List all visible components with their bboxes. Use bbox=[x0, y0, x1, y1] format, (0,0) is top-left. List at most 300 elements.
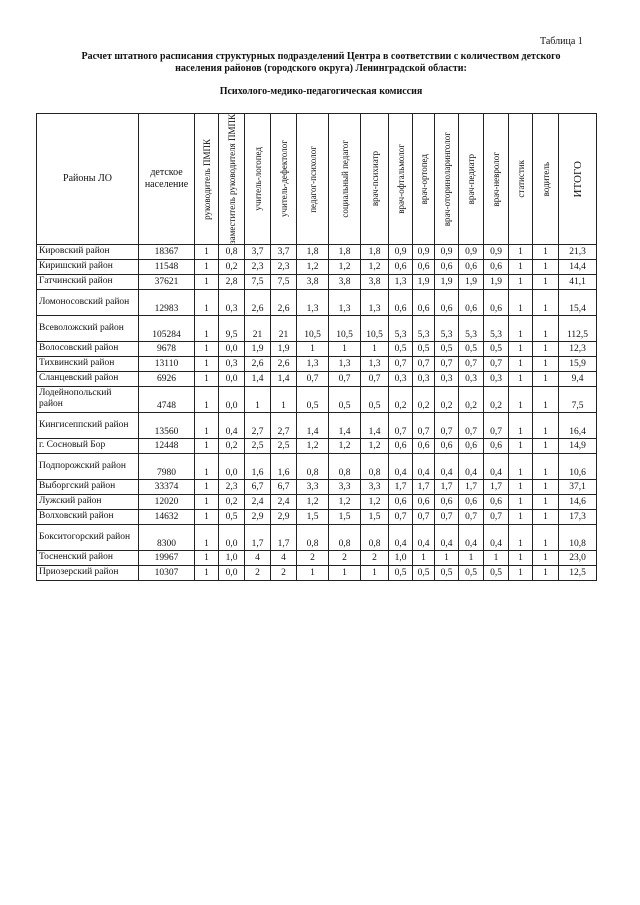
total-cell: 12,5 bbox=[559, 565, 597, 580]
table-row bbox=[37, 289, 597, 315]
district-name: Приозерский район bbox=[37, 565, 139, 580]
value-cell: 1 bbox=[413, 550, 435, 565]
value-cell: 1 bbox=[533, 315, 559, 341]
value-cell: 0,5 bbox=[361, 386, 389, 412]
value-cell: 6,7 bbox=[271, 479, 297, 494]
value-cell: 7,5 bbox=[245, 274, 271, 289]
value-cell: 5,3 bbox=[459, 315, 484, 341]
value-cell: 1 bbox=[533, 341, 559, 356]
table-body bbox=[37, 244, 597, 580]
value-cell: 1 bbox=[509, 509, 533, 524]
header-role-label: врач-невролог bbox=[491, 151, 501, 207]
value-cell: 1 bbox=[195, 341, 219, 356]
table-row bbox=[37, 565, 597, 580]
value-cell: 0,4 bbox=[413, 524, 435, 550]
value-cell: 3,3 bbox=[361, 479, 389, 494]
value-cell: 1 bbox=[509, 453, 533, 479]
value-cell: 0,3 bbox=[435, 371, 459, 386]
value-cell: 1 bbox=[509, 565, 533, 580]
header-role-label: врач-оториноларинголог bbox=[441, 131, 452, 227]
value-cell: 1 bbox=[195, 274, 219, 289]
value-cell: 1,9 bbox=[245, 341, 271, 356]
value-cell: 1,9 bbox=[459, 274, 484, 289]
value-cell: 1,5 bbox=[361, 509, 389, 524]
table-row bbox=[37, 494, 597, 509]
value-cell: 2,7 bbox=[245, 412, 271, 438]
value-cell: 1,4 bbox=[297, 412, 329, 438]
value-cell: 0,3 bbox=[484, 371, 509, 386]
header-role bbox=[459, 114, 484, 245]
value-cell: 0,8 bbox=[297, 524, 329, 550]
value-cell: 0,5 bbox=[413, 565, 435, 580]
value-cell: 0,0 bbox=[219, 371, 245, 386]
value-cell: 2,9 bbox=[245, 509, 271, 524]
value-cell: 2 bbox=[271, 565, 297, 580]
value-cell: 0,5 bbox=[329, 386, 361, 412]
value-cell: 0,4 bbox=[484, 453, 509, 479]
value-cell: 0,8 bbox=[361, 524, 389, 550]
value-cell: 1,2 bbox=[361, 494, 389, 509]
total-cell: 17,3 bbox=[559, 509, 597, 524]
value-cell: 0,7 bbox=[329, 371, 361, 386]
value-cell: 0,6 bbox=[413, 289, 435, 315]
value-cell: 1,2 bbox=[329, 438, 361, 453]
table-row bbox=[37, 479, 597, 494]
value-cell: 2,7 bbox=[271, 412, 297, 438]
table-row bbox=[37, 386, 597, 412]
population-cell: 9678 bbox=[139, 341, 195, 356]
header-population: детское население bbox=[139, 114, 195, 245]
value-cell: 10,5 bbox=[297, 315, 329, 341]
table-row bbox=[37, 259, 597, 274]
value-cell: 1 bbox=[509, 524, 533, 550]
value-cell: 2,4 bbox=[271, 494, 297, 509]
value-cell: 1,7 bbox=[389, 479, 413, 494]
value-cell: 1 bbox=[195, 565, 219, 580]
district-name: Киришский район bbox=[37, 259, 139, 274]
district-name: Волосовский район bbox=[37, 341, 139, 356]
header-role-label: водитель bbox=[540, 161, 551, 197]
value-cell: 1 bbox=[509, 341, 533, 356]
value-cell: 1 bbox=[195, 509, 219, 524]
population-cell: 11548 bbox=[139, 259, 195, 274]
value-cell: 0,5 bbox=[297, 386, 329, 412]
value-cell: 0,5 bbox=[459, 565, 484, 580]
value-cell: 0,0 bbox=[219, 386, 245, 412]
value-cell: 2 bbox=[297, 550, 329, 565]
header-role bbox=[413, 114, 435, 245]
value-cell: 1,7 bbox=[435, 479, 459, 494]
population-cell: 14632 bbox=[139, 509, 195, 524]
header-role bbox=[484, 114, 509, 245]
value-cell: 1 bbox=[195, 438, 219, 453]
value-cell: 1,9 bbox=[484, 274, 509, 289]
total-cell: 12,3 bbox=[559, 341, 597, 356]
value-cell: 0,0 bbox=[219, 524, 245, 550]
value-cell: 0,7 bbox=[389, 509, 413, 524]
title-line-1: Расчет штатного расписания структурных подразделений Центра в соответствии с количеством детского bbox=[81, 51, 561, 62]
value-cell: 1 bbox=[533, 509, 559, 524]
value-cell: 1 bbox=[533, 550, 559, 565]
value-cell: 0,7 bbox=[435, 356, 459, 371]
value-cell: 1 bbox=[509, 550, 533, 565]
table-row bbox=[37, 550, 597, 565]
value-cell: 0,7 bbox=[459, 412, 484, 438]
value-cell: 1,5 bbox=[329, 509, 361, 524]
table-row bbox=[37, 274, 597, 289]
value-cell: 2,3 bbox=[219, 479, 245, 494]
value-cell: 1 bbox=[509, 259, 533, 274]
value-cell: 3,7 bbox=[245, 244, 271, 259]
header-role bbox=[219, 114, 245, 245]
value-cell: 5,3 bbox=[484, 315, 509, 341]
staffing-table bbox=[36, 113, 597, 581]
header-role bbox=[245, 114, 271, 245]
total-cell: 14,6 bbox=[559, 494, 597, 509]
value-cell: 0,3 bbox=[413, 371, 435, 386]
value-cell: 1,7 bbox=[484, 479, 509, 494]
value-cell: 1,3 bbox=[297, 356, 329, 371]
value-cell: 0,6 bbox=[484, 259, 509, 274]
value-cell: 1 bbox=[195, 479, 219, 494]
value-cell: 4 bbox=[245, 550, 271, 565]
value-cell: 1 bbox=[509, 289, 533, 315]
value-cell: 4 bbox=[271, 550, 297, 565]
value-cell: 1 bbox=[195, 494, 219, 509]
value-cell: 0,6 bbox=[413, 438, 435, 453]
header-role-label: врач-офтальмолог bbox=[395, 144, 406, 214]
population-cell: 12983 bbox=[139, 289, 195, 315]
total-cell: 7,5 bbox=[559, 386, 597, 412]
value-cell: 1,2 bbox=[329, 259, 361, 274]
value-cell: 3,8 bbox=[329, 274, 361, 289]
population-cell: 18367 bbox=[139, 244, 195, 259]
value-cell: 1 bbox=[195, 315, 219, 341]
district-name: Тихвинский район bbox=[37, 356, 139, 371]
value-cell: 1 bbox=[195, 356, 219, 371]
value-cell: 0,7 bbox=[484, 412, 509, 438]
value-cell: 1,6 bbox=[245, 453, 271, 479]
value-cell: 1,4 bbox=[271, 371, 297, 386]
value-cell: 3,8 bbox=[297, 274, 329, 289]
value-cell: 0,4 bbox=[389, 524, 413, 550]
value-cell: 0,8 bbox=[361, 453, 389, 479]
value-cell: 0,6 bbox=[459, 289, 484, 315]
population-cell: 4748 bbox=[139, 386, 195, 412]
value-cell: 2,3 bbox=[245, 259, 271, 274]
value-cell: 6,7 bbox=[245, 479, 271, 494]
value-cell: 10,5 bbox=[361, 315, 389, 341]
total-cell: 15,9 bbox=[559, 356, 597, 371]
table-row bbox=[37, 341, 597, 356]
value-cell: 0,9 bbox=[389, 244, 413, 259]
district-name: Волховский район bbox=[37, 509, 139, 524]
population-cell: 8300 bbox=[139, 524, 195, 550]
population-cell: 13110 bbox=[139, 356, 195, 371]
value-cell: 1 bbox=[361, 341, 389, 356]
value-cell: 0,7 bbox=[484, 356, 509, 371]
value-cell: 1 bbox=[509, 438, 533, 453]
value-cell: 1 bbox=[329, 341, 361, 356]
value-cell: 0,5 bbox=[459, 341, 484, 356]
value-cell: 1 bbox=[509, 494, 533, 509]
document-title bbox=[36, 51, 606, 75]
value-cell: 2 bbox=[245, 565, 271, 580]
value-cell: 2,6 bbox=[245, 289, 271, 315]
value-cell: 0,6 bbox=[389, 289, 413, 315]
value-cell: 1,3 bbox=[329, 289, 361, 315]
value-cell: 2,6 bbox=[271, 356, 297, 371]
value-cell: 0,7 bbox=[413, 356, 435, 371]
header-role bbox=[271, 114, 297, 245]
table-row bbox=[37, 524, 597, 550]
population-cell: 12448 bbox=[139, 438, 195, 453]
district-name: Подпорожский район bbox=[37, 453, 139, 479]
value-cell: 0,4 bbox=[435, 453, 459, 479]
value-cell: 1,7 bbox=[245, 524, 271, 550]
header-role-label: заместитель руководителя ПМПК bbox=[226, 114, 237, 244]
value-cell: 0,7 bbox=[435, 412, 459, 438]
value-cell: 1,7 bbox=[271, 524, 297, 550]
value-cell: 21 bbox=[245, 315, 271, 341]
value-cell: 0,6 bbox=[459, 438, 484, 453]
value-cell: 1,4 bbox=[329, 412, 361, 438]
value-cell: 0,6 bbox=[389, 259, 413, 274]
value-cell: 1 bbox=[509, 386, 533, 412]
header-role-label: статистик bbox=[515, 160, 526, 198]
value-cell: 1,3 bbox=[361, 289, 389, 315]
value-cell: 0,2 bbox=[389, 386, 413, 412]
district-name: Ломоносовский район bbox=[37, 289, 139, 315]
value-cell: 1 bbox=[533, 371, 559, 386]
value-cell: 1 bbox=[435, 550, 459, 565]
value-cell: 0,7 bbox=[389, 412, 413, 438]
value-cell: 0,9 bbox=[484, 244, 509, 259]
value-cell: 0,2 bbox=[219, 438, 245, 453]
value-cell: 1 bbox=[245, 386, 271, 412]
value-cell: 1 bbox=[509, 371, 533, 386]
value-cell: 1 bbox=[195, 244, 219, 259]
value-cell: 0,5 bbox=[484, 341, 509, 356]
value-cell: 5,3 bbox=[389, 315, 413, 341]
header-role-label: ИТОГО bbox=[571, 160, 584, 198]
district-name: Всеволожский район bbox=[37, 315, 139, 341]
total-cell: 10,6 bbox=[559, 453, 597, 479]
value-cell: 2,6 bbox=[271, 289, 297, 315]
value-cell: 1,2 bbox=[329, 494, 361, 509]
district-name: Выборгский район bbox=[37, 479, 139, 494]
value-cell: 1,5 bbox=[297, 509, 329, 524]
value-cell: 0,5 bbox=[484, 565, 509, 580]
value-cell: 0,7 bbox=[459, 509, 484, 524]
district-name: Тосненский район bbox=[37, 550, 139, 565]
header-role bbox=[559, 114, 597, 245]
value-cell: 0,7 bbox=[413, 412, 435, 438]
total-cell: 37,1 bbox=[559, 479, 597, 494]
value-cell: 1 bbox=[195, 412, 219, 438]
value-cell: 2,5 bbox=[245, 438, 271, 453]
value-cell: 7,5 bbox=[271, 274, 297, 289]
value-cell: 1,7 bbox=[413, 479, 435, 494]
value-cell: 3,7 bbox=[271, 244, 297, 259]
district-name: Лужский район bbox=[37, 494, 139, 509]
value-cell: 0,5 bbox=[389, 341, 413, 356]
value-cell: 0,6 bbox=[413, 259, 435, 274]
header-role bbox=[435, 114, 459, 245]
value-cell: 1 bbox=[361, 565, 389, 580]
header-role bbox=[509, 114, 533, 245]
header-role-label: педагог-психолог bbox=[307, 145, 318, 213]
total-cell: 21,3 bbox=[559, 244, 597, 259]
value-cell: 0,4 bbox=[459, 453, 484, 479]
value-cell: 3,3 bbox=[329, 479, 361, 494]
district-name: Гатчинский район bbox=[37, 274, 139, 289]
population-cell: 7980 bbox=[139, 453, 195, 479]
population-cell: 13560 bbox=[139, 412, 195, 438]
value-cell: 1 bbox=[509, 274, 533, 289]
value-cell: 1,0 bbox=[219, 550, 245, 565]
value-cell: 0,2 bbox=[219, 494, 245, 509]
value-cell: 3,3 bbox=[297, 479, 329, 494]
value-cell: 2,4 bbox=[245, 494, 271, 509]
value-cell: 0,6 bbox=[435, 494, 459, 509]
value-cell: 0,6 bbox=[389, 494, 413, 509]
district-name: Бокситогорский район bbox=[37, 524, 139, 550]
header-role-label: врач-психиатр bbox=[369, 151, 380, 207]
district-name: Кировский район bbox=[37, 244, 139, 259]
total-cell: 14,4 bbox=[559, 259, 597, 274]
header-role-label: руководитель ПМПК bbox=[201, 138, 212, 220]
value-cell: 0,0 bbox=[219, 453, 245, 479]
value-cell: 1,9 bbox=[435, 274, 459, 289]
value-cell: 0,6 bbox=[435, 289, 459, 315]
value-cell: 0,9 bbox=[459, 244, 484, 259]
header-row bbox=[37, 114, 597, 245]
title-line-2: населения районов (городского округа) Ленинградской области: bbox=[175, 63, 467, 74]
header-role bbox=[533, 114, 559, 245]
value-cell: 1 bbox=[533, 386, 559, 412]
header-role-label: учитель-дефектолог bbox=[278, 140, 289, 218]
value-cell: 1,8 bbox=[329, 244, 361, 259]
value-cell: 1 bbox=[533, 274, 559, 289]
total-cell: 41,1 bbox=[559, 274, 597, 289]
value-cell: 1 bbox=[195, 524, 219, 550]
value-cell: 1 bbox=[509, 315, 533, 341]
value-cell: 1 bbox=[195, 386, 219, 412]
value-cell: 0,2 bbox=[219, 259, 245, 274]
total-cell: 23,0 bbox=[559, 550, 597, 565]
value-cell: 1,8 bbox=[361, 244, 389, 259]
value-cell: 1 bbox=[509, 356, 533, 371]
value-cell: 0,6 bbox=[413, 494, 435, 509]
value-cell: 1 bbox=[533, 244, 559, 259]
value-cell: 1,3 bbox=[361, 356, 389, 371]
value-cell: 0,7 bbox=[389, 356, 413, 371]
value-cell: 1,0 bbox=[389, 550, 413, 565]
value-cell: 1,3 bbox=[389, 274, 413, 289]
value-cell: 0,5 bbox=[219, 509, 245, 524]
value-cell: 2,5 bbox=[271, 438, 297, 453]
header-role-label: врач-педиатр bbox=[466, 153, 476, 205]
value-cell: 0,9 bbox=[413, 244, 435, 259]
population-cell: 37621 bbox=[139, 274, 195, 289]
table-row bbox=[37, 356, 597, 371]
value-cell: 0,2 bbox=[413, 386, 435, 412]
value-cell: 0,7 bbox=[413, 509, 435, 524]
table-row bbox=[37, 244, 597, 259]
value-cell: 0,5 bbox=[413, 341, 435, 356]
value-cell: 1,2 bbox=[361, 438, 389, 453]
value-cell: 1 bbox=[195, 371, 219, 386]
value-cell: 0,2 bbox=[484, 386, 509, 412]
value-cell: 0,4 bbox=[459, 524, 484, 550]
value-cell: 1 bbox=[509, 412, 533, 438]
value-cell: 1 bbox=[329, 565, 361, 580]
value-cell: 1 bbox=[509, 244, 533, 259]
value-cell: 0,7 bbox=[459, 356, 484, 371]
value-cell: 0,4 bbox=[435, 524, 459, 550]
value-cell: 1,2 bbox=[361, 259, 389, 274]
value-cell: 1 bbox=[533, 565, 559, 580]
value-cell: 1 bbox=[533, 438, 559, 453]
header-role bbox=[361, 114, 389, 245]
value-cell: 1 bbox=[533, 453, 559, 479]
value-cell: 1,9 bbox=[271, 341, 297, 356]
value-cell: 0,7 bbox=[484, 509, 509, 524]
value-cell: 0,6 bbox=[459, 494, 484, 509]
value-cell: 5,3 bbox=[413, 315, 435, 341]
value-cell: 0,9 bbox=[435, 244, 459, 259]
value-cell: 2,8 bbox=[219, 274, 245, 289]
table-row bbox=[37, 438, 597, 453]
population-cell: 19967 bbox=[139, 550, 195, 565]
table-row bbox=[37, 412, 597, 438]
value-cell: 1 bbox=[297, 565, 329, 580]
value-cell: 1 bbox=[271, 386, 297, 412]
value-cell: 0,5 bbox=[389, 565, 413, 580]
value-cell: 0,5 bbox=[435, 341, 459, 356]
population-cell: 6926 bbox=[139, 371, 195, 386]
header-role bbox=[195, 114, 219, 245]
table-row bbox=[37, 371, 597, 386]
value-cell: 0,4 bbox=[389, 453, 413, 479]
section-subtitle: Психолого-медико-педагогическая комиссия bbox=[219, 86, 423, 97]
district-name: Лодейнопольский район bbox=[37, 386, 139, 412]
value-cell: 2,9 bbox=[271, 509, 297, 524]
value-cell: 1,8 bbox=[297, 244, 329, 259]
value-cell: 1 bbox=[297, 341, 329, 356]
value-cell: 0,3 bbox=[219, 356, 245, 371]
value-cell: 1,3 bbox=[329, 356, 361, 371]
district-name: Сланцевский район bbox=[37, 371, 139, 386]
value-cell: 0,6 bbox=[484, 438, 509, 453]
value-cell: 1 bbox=[195, 289, 219, 315]
value-cell: 0,6 bbox=[389, 438, 413, 453]
value-cell: 1,2 bbox=[297, 259, 329, 274]
value-cell: 3,8 bbox=[361, 274, 389, 289]
value-cell: 0,8 bbox=[329, 524, 361, 550]
value-cell: 0,0 bbox=[219, 341, 245, 356]
population-cell: 12020 bbox=[139, 494, 195, 509]
value-cell: 0,2 bbox=[435, 386, 459, 412]
value-cell: 0,6 bbox=[484, 494, 509, 509]
value-cell: 0,2 bbox=[459, 386, 484, 412]
value-cell: 1,4 bbox=[361, 412, 389, 438]
total-cell: 9,4 bbox=[559, 371, 597, 386]
value-cell: 1,2 bbox=[297, 494, 329, 509]
value-cell: 1 bbox=[459, 550, 484, 565]
header-role-label: врач-ортопед bbox=[418, 153, 429, 205]
